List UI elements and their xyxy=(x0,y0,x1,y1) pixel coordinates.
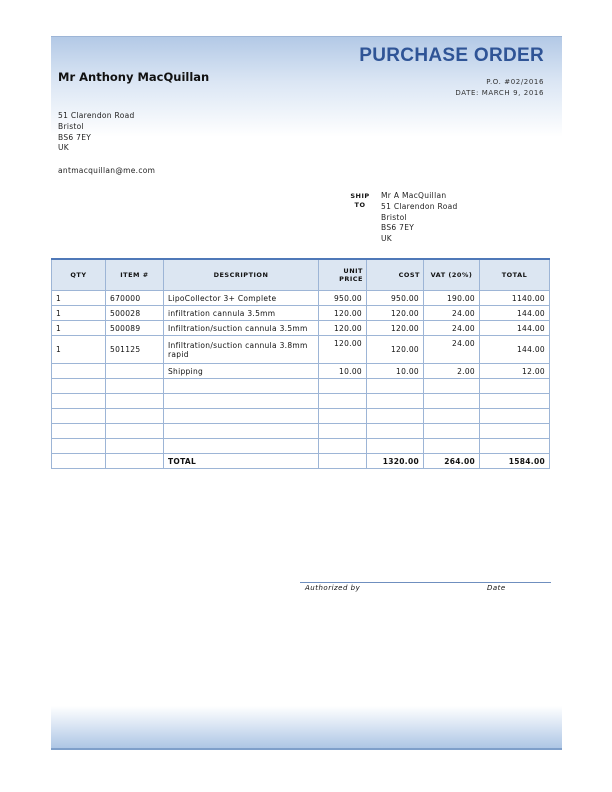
cell-qty: 1 xyxy=(52,336,106,364)
cell-total: 1140.00 xyxy=(480,291,550,306)
ship-to-label-line: SHIP xyxy=(350,192,370,200)
cell-item: 500089 xyxy=(106,321,164,336)
cell-unit-price: 120.00 xyxy=(319,306,367,321)
total-cost: 1320.00 xyxy=(367,454,424,469)
empty-row xyxy=(52,424,550,439)
cell-description: Infiltration/suction cannula 3.5mm xyxy=(164,321,319,336)
cell-unit-price: 950.00 xyxy=(319,291,367,306)
cell-vat: 24.00 xyxy=(424,306,480,321)
total-vat: 264.00 xyxy=(424,454,480,469)
table-header-row xyxy=(52,259,550,291)
total-label: TOTAL xyxy=(164,454,319,469)
cell-description: LipoCollector 3+ Complete xyxy=(164,291,319,306)
table-row xyxy=(52,291,550,306)
header-total: TOTAL xyxy=(480,259,550,291)
address-line: 51 Clarendon Road xyxy=(58,111,135,120)
cell-unit-price: 120.00 xyxy=(319,336,367,364)
header-unit-price-line: UNIT xyxy=(343,267,363,275)
ship-to-label xyxy=(346,192,374,210)
cell-vat: 24.00 xyxy=(424,321,480,336)
ship-to-line: Bristol xyxy=(381,212,407,222)
cell-total: 12.00 xyxy=(480,364,550,379)
cell-qty: 1 xyxy=(52,306,106,321)
header-cost: COST xyxy=(367,259,424,291)
ship-to-label-line: TO xyxy=(354,201,366,209)
cell-item: 501125 xyxy=(106,336,164,364)
ship-to-address xyxy=(381,191,458,245)
cell-description: infiltration cannula 3.5mm xyxy=(164,306,319,321)
header-qty: QTY xyxy=(52,259,106,291)
empty-row xyxy=(52,394,550,409)
table-row xyxy=(52,321,550,336)
ship-to-line: UK xyxy=(381,234,393,244)
customer-email: antmacquillan@me.com xyxy=(58,166,156,175)
address-line: BS6 7EY xyxy=(58,132,92,142)
cell-qty: 1 xyxy=(52,321,106,336)
empty-row xyxy=(52,379,550,394)
ship-to-line: Mr A MacQuillan xyxy=(381,191,447,200)
header-unit-price-line: PRICE xyxy=(339,275,363,283)
cell-total: 144.00 xyxy=(480,306,550,321)
cell-description: Infiltration/suction cannula 3.8mm rapid xyxy=(164,336,319,364)
document-title: PURCHASE ORDER xyxy=(359,45,544,66)
header-unit-price xyxy=(319,259,367,291)
ship-to-line: BS6 7EY xyxy=(381,223,415,233)
cell-cost: 10.00 xyxy=(367,364,424,379)
cell-item: 500028 xyxy=(106,306,164,321)
cell-vat: 190.00 xyxy=(424,291,480,306)
cell-vat: 2.00 xyxy=(424,364,480,379)
cell-qty: 1 xyxy=(52,291,106,306)
table-row xyxy=(52,364,550,379)
customer-address xyxy=(58,111,135,154)
cell-cost: 950.00 xyxy=(367,291,424,306)
customer-name: Mr Anthony MacQuillan xyxy=(58,70,210,84)
cell-cost: 120.00 xyxy=(367,336,424,364)
line-items-table xyxy=(51,258,550,469)
table-row xyxy=(52,336,550,364)
date-label: Date xyxy=(487,584,506,592)
cell-qty xyxy=(52,364,106,379)
cell-unit-price: 10.00 xyxy=(319,364,367,379)
header-description: DESCRIPTION xyxy=(164,259,319,291)
cell-item xyxy=(106,364,164,379)
cell-cost: 120.00 xyxy=(367,306,424,321)
po-date: DATE: MARCH 9, 2016 xyxy=(455,89,544,97)
grand-total: 1584.00 xyxy=(480,454,550,469)
cell-item: 670000 xyxy=(106,291,164,306)
empty-row xyxy=(52,439,550,454)
ship-to-line: 51 Clarendon Road xyxy=(381,201,458,211)
address-line: Bristol xyxy=(58,121,84,131)
footer-band xyxy=(51,706,562,750)
cell-total: 144.00 xyxy=(480,336,550,364)
authorized-by-label: Authorized by xyxy=(305,584,361,592)
cell-total: 144.00 xyxy=(480,321,550,336)
table-row xyxy=(52,306,550,321)
header-item: ITEM # xyxy=(106,259,164,291)
cell-vat: 24.00 xyxy=(424,336,480,364)
header-vat: VAT (20%) xyxy=(424,259,480,291)
po-number: P.O. #02/2016 xyxy=(486,78,544,86)
address-line: UK xyxy=(58,143,70,153)
empty-row xyxy=(52,409,550,424)
cell-cost: 120.00 xyxy=(367,321,424,336)
signature-line xyxy=(300,582,551,583)
total-row xyxy=(52,454,550,469)
cell-unit-price: 120.00 xyxy=(319,321,367,336)
cell-description: Shipping xyxy=(164,364,319,379)
